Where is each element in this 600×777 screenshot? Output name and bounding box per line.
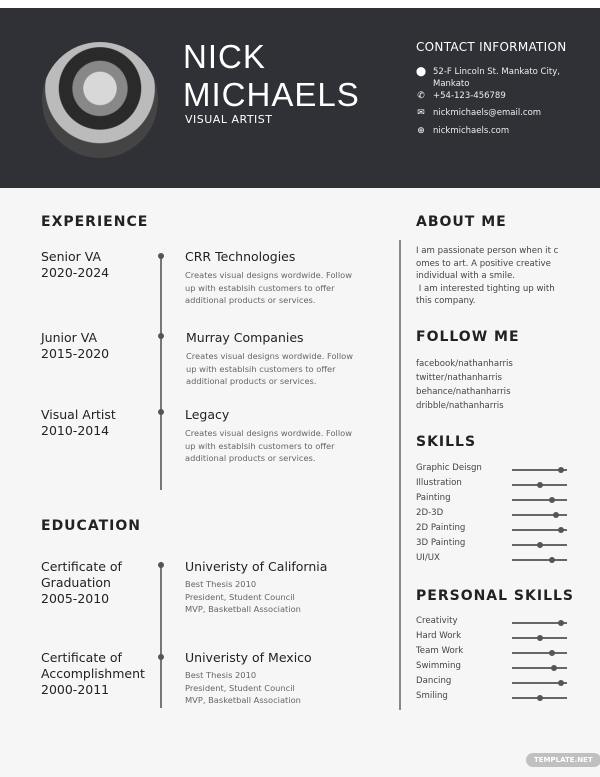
edu-degree: Certificate of Graduation 2005-2010 bbox=[41, 559, 122, 606]
skill-name: Graphic Deisgn bbox=[416, 463, 482, 473]
experience-timeline bbox=[160, 255, 162, 490]
skill-level-bar bbox=[512, 637, 567, 639]
skill-level-bar bbox=[512, 667, 567, 669]
skill-name: 2D-3D bbox=[416, 508, 444, 518]
skill-level-bar bbox=[512, 652, 567, 654]
edu-school: Univeristy of California bbox=[185, 559, 328, 574]
skill-level-bar bbox=[512, 529, 567, 531]
skill-level-knob bbox=[558, 527, 564, 533]
skill-level-bar bbox=[512, 469, 567, 471]
skill-name: Hard Work bbox=[416, 631, 462, 641]
skill-level-bar bbox=[512, 622, 567, 624]
website-text[interactable]: nickmichaels.com bbox=[433, 126, 510, 136]
skill-row bbox=[416, 478, 576, 490]
full-name bbox=[183, 38, 360, 114]
skill-row bbox=[416, 538, 576, 550]
exp-role: Junior VA 2015-2020 bbox=[41, 330, 110, 361]
skill-level-bar bbox=[512, 697, 567, 699]
exp-desc: Creates visual designs wordwide. Follow up with establsih customers to offer additional products or services. bbox=[186, 351, 353, 386]
exp-company: Murray Companies bbox=[186, 330, 304, 345]
first-name: NICK bbox=[183, 38, 266, 75]
skill-level-knob bbox=[549, 650, 555, 656]
education-timeline bbox=[160, 562, 162, 708]
job-title: VISUAL ARTIST bbox=[185, 113, 273, 126]
skill-name: Painting bbox=[416, 493, 451, 503]
contact-email[interactable] bbox=[416, 107, 541, 119]
skill-name: 2D Painting bbox=[416, 523, 466, 533]
skill-level-knob bbox=[558, 680, 564, 686]
skill-row bbox=[416, 646, 576, 658]
timeline-dot bbox=[158, 253, 164, 259]
about-text: I am passionate person when it c omes to art. A positive creative individual with a smile. I am interested tighting up with this company. bbox=[416, 246, 559, 306]
address-line1: 52-F Lincoln St. Mankato City, bbox=[433, 67, 560, 77]
column-divider bbox=[399, 240, 401, 710]
skill-level-bar bbox=[512, 559, 567, 561]
skill-name: UI/UX bbox=[416, 553, 440, 563]
skill-level-bar bbox=[512, 682, 567, 684]
skill-row bbox=[416, 616, 576, 628]
contact-phone bbox=[416, 90, 506, 102]
skill-level-knob bbox=[537, 482, 543, 488]
personal-skills-heading: PERSONAL SKILLS bbox=[416, 588, 575, 604]
about-heading: ABOUT ME bbox=[416, 214, 507, 230]
timeline-dot bbox=[158, 333, 164, 339]
skill-row bbox=[416, 661, 576, 673]
skill-name: 3D Painting bbox=[416, 538, 466, 548]
exp-desc: Creates visual designs wordwide. Follow up with establsih customers to offer additional products or services. bbox=[185, 428, 352, 463]
exp-company: Legacy bbox=[185, 407, 230, 422]
skill-name: Dancing bbox=[416, 676, 452, 686]
skill-level-knob bbox=[551, 665, 557, 671]
skill-level-knob bbox=[553, 512, 559, 518]
envelope-icon: ✉ bbox=[417, 108, 425, 118]
follow-heading: FOLLOW ME bbox=[416, 329, 520, 345]
skill-level-knob bbox=[558, 620, 564, 626]
email-text[interactable]: nickmichaels@email.com bbox=[433, 108, 542, 118]
skill-level-knob bbox=[549, 557, 555, 563]
edu-degree: Certificate of Accomplishment 2000-2011 bbox=[41, 650, 145, 697]
social-link[interactable]: twitter/nathanharris bbox=[416, 373, 502, 383]
skill-name: Creativity bbox=[416, 616, 458, 626]
exp-desc: Creates visual designs wordwide. Follow up with establsih customers to offer additional products or services. bbox=[185, 270, 352, 305]
skills-heading: SKILLS bbox=[416, 434, 477, 450]
watermark-badge: TEMPLATE.NET bbox=[526, 753, 600, 767]
edu-details: Best Thesis 2010 President, Student Council MVP, Basketball Association bbox=[185, 670, 301, 705]
address-line2: Mankato bbox=[433, 79, 470, 89]
education-heading: EDUCATION bbox=[41, 518, 141, 534]
skill-name: Swimming bbox=[416, 661, 461, 671]
skill-row bbox=[416, 553, 576, 565]
edu-school: Univeristy of Mexico bbox=[185, 650, 312, 665]
skill-level-knob bbox=[537, 635, 543, 641]
skill-level-knob bbox=[558, 467, 564, 473]
phone-text: +54-123-456789 bbox=[433, 91, 506, 101]
skill-level-knob bbox=[549, 497, 555, 503]
skill-row bbox=[416, 631, 576, 643]
skill-level-knob bbox=[537, 695, 543, 701]
skill-name: Team Work bbox=[416, 646, 464, 656]
last-name: MICHAELS bbox=[183, 76, 360, 113]
social-link[interactable]: facebook/nathanharris bbox=[416, 359, 513, 369]
globe-icon: ⊕ bbox=[417, 126, 425, 136]
exp-role: Visual Artist 2010-2014 bbox=[41, 407, 116, 438]
location-pin-icon: ⬤ bbox=[416, 67, 427, 77]
skill-level-bar bbox=[512, 499, 567, 501]
contact-website[interactable] bbox=[416, 125, 509, 137]
social-link[interactable]: behance/nathanharris bbox=[416, 387, 511, 397]
exp-company: CRR Technologies bbox=[185, 249, 296, 264]
social-link[interactable]: dribble/nathanharris bbox=[416, 401, 504, 411]
skill-name: Illustration bbox=[416, 478, 462, 488]
skill-row bbox=[416, 691, 576, 703]
contact-title: CONTACT INFORMATION bbox=[416, 40, 567, 54]
skill-level-bar bbox=[512, 484, 567, 486]
skill-row bbox=[416, 493, 576, 505]
timeline-dot bbox=[158, 562, 164, 568]
contact-address bbox=[416, 66, 560, 90]
social-links bbox=[416, 357, 513, 413]
exp-role: Senior VA 2020-2024 bbox=[41, 249, 110, 280]
timeline-dot bbox=[158, 654, 164, 660]
phone-icon: ✆ bbox=[417, 91, 425, 101]
edu-details: Best Thesis 2010 President, Student Council MVP, Basketball Association bbox=[185, 579, 301, 614]
skill-name: Smiling bbox=[416, 691, 448, 701]
skill-row bbox=[416, 508, 576, 520]
profile-photo bbox=[42, 42, 158, 158]
skill-level-knob bbox=[537, 542, 543, 548]
skill-level-bar bbox=[512, 544, 567, 546]
experience-heading: EXPERIENCE bbox=[41, 214, 149, 230]
timeline-dot bbox=[158, 409, 164, 415]
skill-row bbox=[416, 523, 576, 535]
skill-level-bar bbox=[512, 514, 567, 516]
skill-row bbox=[416, 676, 576, 688]
skill-row bbox=[416, 463, 576, 475]
